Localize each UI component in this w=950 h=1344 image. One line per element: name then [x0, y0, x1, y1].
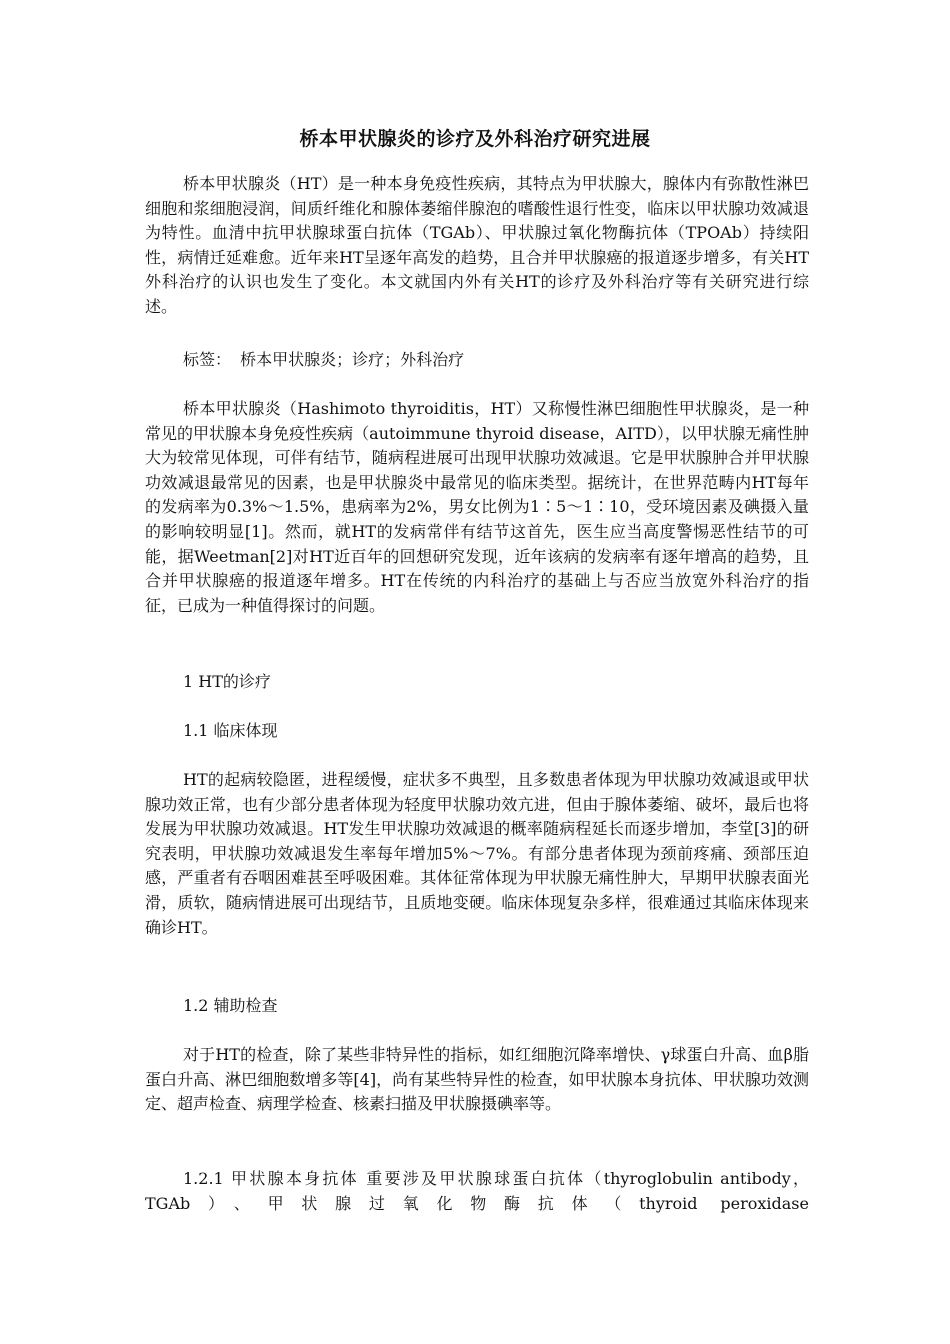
section-heading-1-1: 1.1 临床体现: [183, 721, 278, 740]
section-1-2-paragraph: 对于HT的检查，除了某些非特异性的指标，如红细胞沉降率增快、γ球蛋白升高、血β脂蛋白升高、淋巴细胞数增多等[4]，尚有某些特异性的检查，如甲状腺本身抗体、甲状腺功效测定、超声检查、病理学检查、核素扫描及甲状腺摄碘率等。: [145, 1045, 809, 1114]
abstract-paragraph: 桥本甲状腺炎（HT）是一种本身免疫性疾病，其特点为甲状腺大，腺体内有弥散性淋巴细胞和浆细胞浸润，间质纤维化和腺体萎缩伴腺泡的嗜酸性退行性变，临床以甲状腺功效减退为特性。血清中抗甲状腺球蛋白抗体（TGAb）、甲状腺过氧化物酶抗体（TPOAb）持续阳性，病情迁延难愈。近年来HT呈逐年高发的趋势，且合并甲状腺癌的报道逐步增多，有关HT外科治疗的认识也发生了变化。本文就国内外有关HT的诊疗及外科治疗等有关研究进行综述。: [145, 174, 809, 316]
keywords-label: 标签：: [183, 350, 232, 369]
section-1-2-1-paragraph: 1.2.1 甲状腺本身抗体 重要涉及甲状腺球蛋白抗体（thyroglobulin antibody，TGAb）、甲状腺过氧化物酶抗体（thyroid peroxidase: [145, 1169, 809, 1213]
keywords-list: 桥本甲状腺炎；诊疗；外科治疗: [240, 350, 465, 369]
section-heading-1: 1 HT的诊疗: [183, 672, 271, 691]
section-1-1-paragraph: HT的起病较隐匿，进程缓慢，症状多不典型，且多数患者体现为甲状腺功效减退或甲状腺功效正常，也有少部分患者体现为轻度甲状腺功效亢进，但由于腺体萎缩、破坏，最后也将发展为甲状腺功效减退。HT发生甲状腺功效减退的概率随病程延长而逐步增加，李堂[3]的研究表明，甲状腺功效减退发生率每年增加5%～7%。有部分患者体现为颈前疼痛、颈部压迫感，严重者有吞咽困难甚至呼吸困难。其体征常体现为甲状腺无痛性肿大，早期甲状腺表面光滑，质软，随病情进展可出现结节，且质地变硬。临床体现复杂多样，很难通过其临床体现来确诊HT。: [145, 770, 809, 937]
intro-paragraph: 桥本甲状腺炎（Hashimoto thyroiditis，HT）又称慢性淋巴细胞性甲状腺炎，是一种常见的甲状腺本身免疫性疾病（autoimmune thyroid disease，AITD），以甲状腺无痛性肿大为较常见体现，可伴有结节，随病程进展可出现甲状腺功效减退。它是甲状腺肿合并甲状腺功效减退最常见的因素，也是甲状腺炎中最常见的临床类型。据统计，在世界范畴内HT每年的发病率为0.3%～1.5%，患病率为2%，男女比例为1∶5～1∶10，受环境因素及碘摄入量的影响较明显[1]。然而，就HT的发病常伴有结节这首先，医生应当高度警惕恶性结节的可能，据Weetman[2]对HT近百年的回想研究发现，近年该病的发病率有逐年增高的趋势，且合并甲状腺癌的报道逐年增多。HT在传统的内科治疗的基础上与否应当放宽外科治疗的指征，已成为一种值得探讨的问题。: [145, 399, 809, 615]
document-title: 桥本甲状腺炎的诊疗及外科治疗研究进展: [299, 128, 651, 150]
section-heading-1-2: 1.2 辅助检查: [183, 996, 278, 1015]
keywords-line: [183, 348, 464, 372]
